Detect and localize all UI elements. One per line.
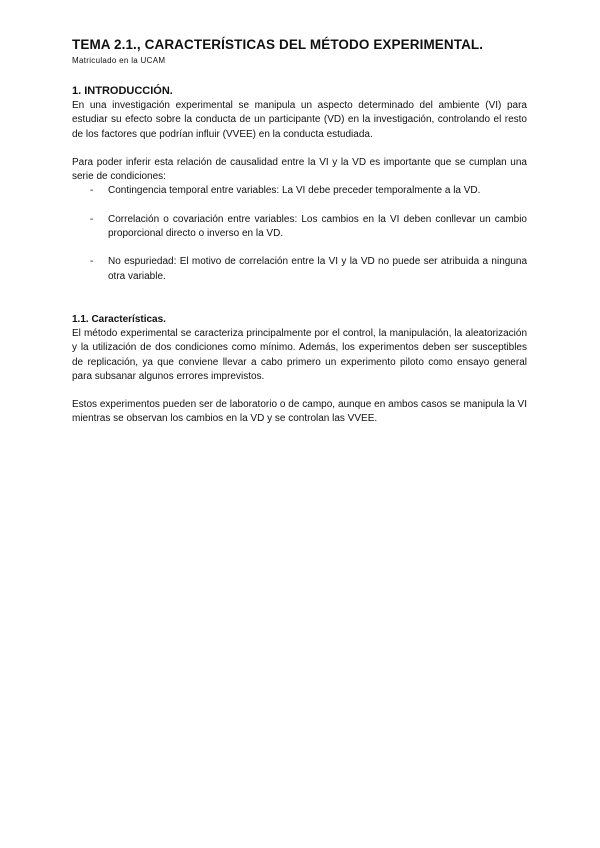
condition-text: Contingencia temporal entre variables: La VI debe preceder temporalmente a la VD.: [108, 185, 481, 197]
intro-paragraph-2: Para poder inferir esta relación de causalidad entre la VI y la VD es importante que se cumplan una serie de condiciones:: [72, 156, 527, 183]
bullet-dash: -: [90, 256, 94, 268]
intro-paragraph-1: En una investigación experimental se manipula un aspecto determinado del ambiente (VI) para estudiar su efecto sobre la conducta de un participante (VD) en la investigación, controlando el resto de los factores que podrían influir (VVEE) en la conducta estudiada.: [72, 100, 527, 140]
list-item: [72, 184, 527, 198]
section-heading-characteristics: 1.1. Características.: [72, 313, 166, 325]
characteristics-paragraph-2: Estos experimentos pueden ser de laboratorio o de campo, aunque en ambos casos se manipula la VI mientras se observan los cambios en la VD y se controlan las VVEE.: [72, 399, 527, 425]
document-subtitle: Matriculado en la UCAM: [72, 56, 166, 65]
bullet-dash: -: [90, 213, 94, 225]
bullet-dash: -: [90, 185, 94, 197]
condition-text: No espuriedad: El motivo de correlación entre la VI y la VD no puede ser atribuida a ninguna otra variable.: [108, 256, 527, 282]
list-item: [72, 255, 527, 284]
list-item: [72, 213, 527, 242]
characteristics-paragraph-1: El método experimental se caracteriza principalmente por el control, la manipulación, la aleatorización y la utilización de dos condiciones como mínimo. Además, los experimentos deben ser susceptibles de replicación, ya que conviene llevar a cabo primero un experimento piloto como ensayo general para subsanar algunos errores imprevistos.: [72, 327, 527, 382]
section-heading-introduction: 1. INTRODUCCIÓN.: [72, 85, 173, 97]
document-page: [72, 36, 527, 427]
condition-text: Correlación o covariación entre variables: Los cambios en la VI deben conllevar un cambio proporcional directo o inverso en la VD.: [108, 213, 527, 240]
document-title: TEMA 2.1., CARACTERÍSTICAS DEL MÉTODO EXPERIMENTAL.: [72, 37, 484, 52]
conditions-list: [72, 184, 527, 283]
